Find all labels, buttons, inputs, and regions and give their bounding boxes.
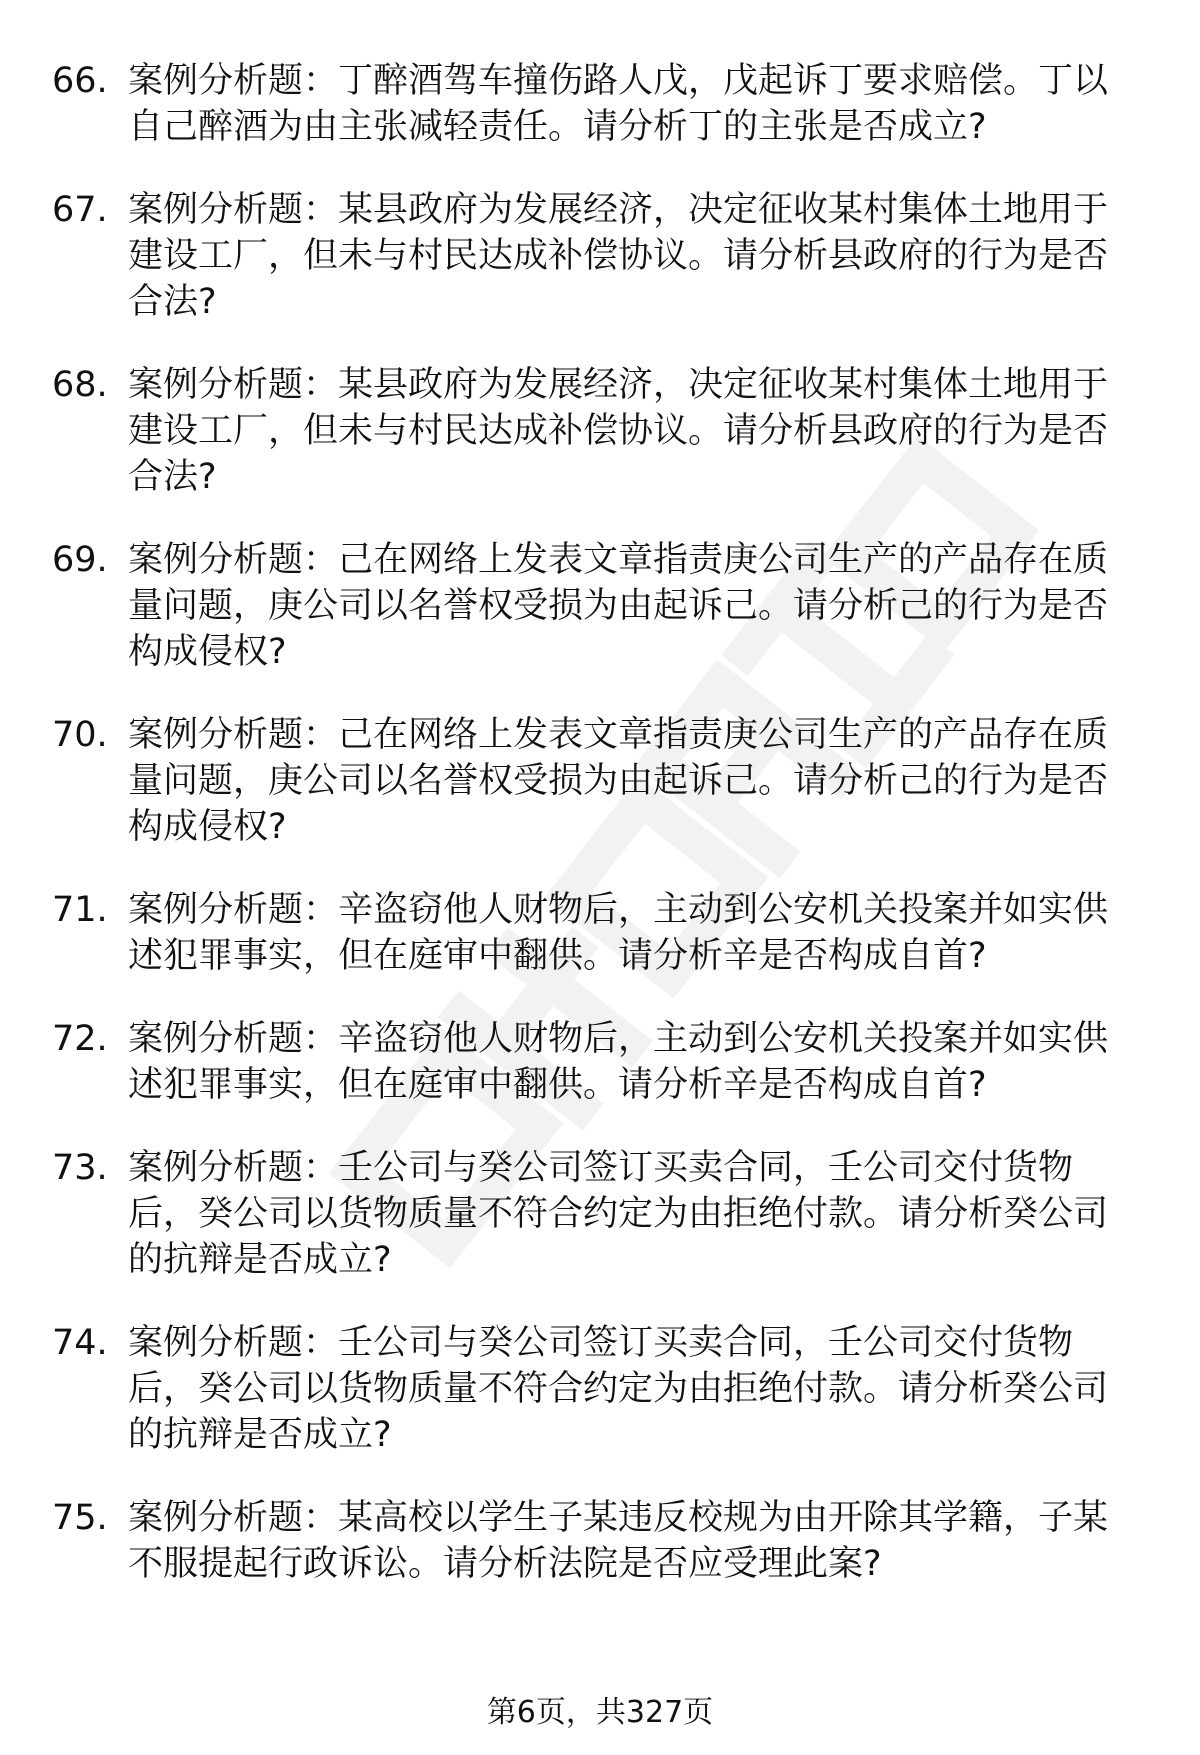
question-item bbox=[0, 1495, 1200, 1587]
question-item bbox=[0, 712, 1200, 850]
question-number: 74. bbox=[52, 1323, 108, 1363]
question-item bbox=[0, 1145, 1200, 1283]
question-number: 73. bbox=[52, 1148, 108, 1188]
question-item bbox=[0, 187, 1200, 325]
question-text: 案例分析题：己在网络上发表文章指责庚公司生产的产品存在质量问题，庚公司以名誉权受损为由起诉己。请分析己的行为是否构成侵权? bbox=[128, 715, 1109, 847]
page-footer: 第6页，共327页 bbox=[486, 1695, 714, 1730]
question-item bbox=[0, 537, 1200, 675]
question-number: 68. bbox=[52, 365, 108, 405]
question-text: 案例分析题：己在网络上发表文章指责庚公司生产的产品存在质量问题，庚公司以名誉权受损为由起诉己。请分析己的行为是否构成侵权? bbox=[128, 540, 1109, 672]
question-item bbox=[0, 58, 1200, 150]
question-item bbox=[0, 362, 1200, 500]
question-number: 70. bbox=[52, 715, 108, 755]
question-number: 66. bbox=[52, 61, 108, 101]
question-number: 72. bbox=[52, 1019, 108, 1059]
question-item bbox=[0, 887, 1200, 979]
question-number: 71. bbox=[52, 890, 108, 930]
question-text: 案例分析题：某高校以学生子某违反校规为由开除其学籍，子某不服提起行政诉讼。请分析法院是否应受理此案? bbox=[128, 1498, 1109, 1584]
question-text: 案例分析题：某县政府为发展经济，决定征收某村集体土地用于建设工厂，但未与村民达成补偿协议。请分析县政府的行为是否合法? bbox=[128, 365, 1109, 497]
question-list bbox=[0, 58, 1200, 1624]
question-text: 案例分析题：辛盗窃他人财物后，主动到公安机关投案并如实供述犯罪事实，但在庭审中翻供。请分析辛是否构成自首? bbox=[128, 890, 1109, 976]
question-text: 案例分析题：壬公司与癸公司签订买卖合同，壬公司交付货物后，癸公司以货物质量不符合约定为由拒绝付款。请分析癸公司的抗辩是否成立? bbox=[128, 1323, 1109, 1455]
question-text: 案例分析题：辛盗窃他人财物后，主动到公安机关投案并如实供述犯罪事实，但在庭审中翻供。请分析辛是否构成自首? bbox=[128, 1019, 1109, 1105]
question-text: 案例分析题：壬公司与癸公司签订买卖合同，壬公司交付货物后，癸公司以货物质量不符合约定为由拒绝付款。请分析癸公司的抗辩是否成立? bbox=[128, 1148, 1109, 1280]
question-item bbox=[0, 1016, 1200, 1108]
question-number: 67. bbox=[52, 190, 108, 230]
question-number: 69. bbox=[52, 540, 108, 580]
question-number: 75. bbox=[52, 1498, 108, 1538]
question-item bbox=[0, 1320, 1200, 1458]
question-text: 案例分析题：丁醉酒驾车撞伤路人戊，戊起诉丁要求赔偿。丁以自己醉酒为由主张减轻责任。请分析丁的主张是否成立? bbox=[128, 61, 1109, 147]
question-text: 案例分析题：某县政府为发展经济，决定征收某村集体土地用于建设工厂，但未与村民达成补偿协议。请分析县政府的行为是否合法? bbox=[128, 190, 1109, 322]
